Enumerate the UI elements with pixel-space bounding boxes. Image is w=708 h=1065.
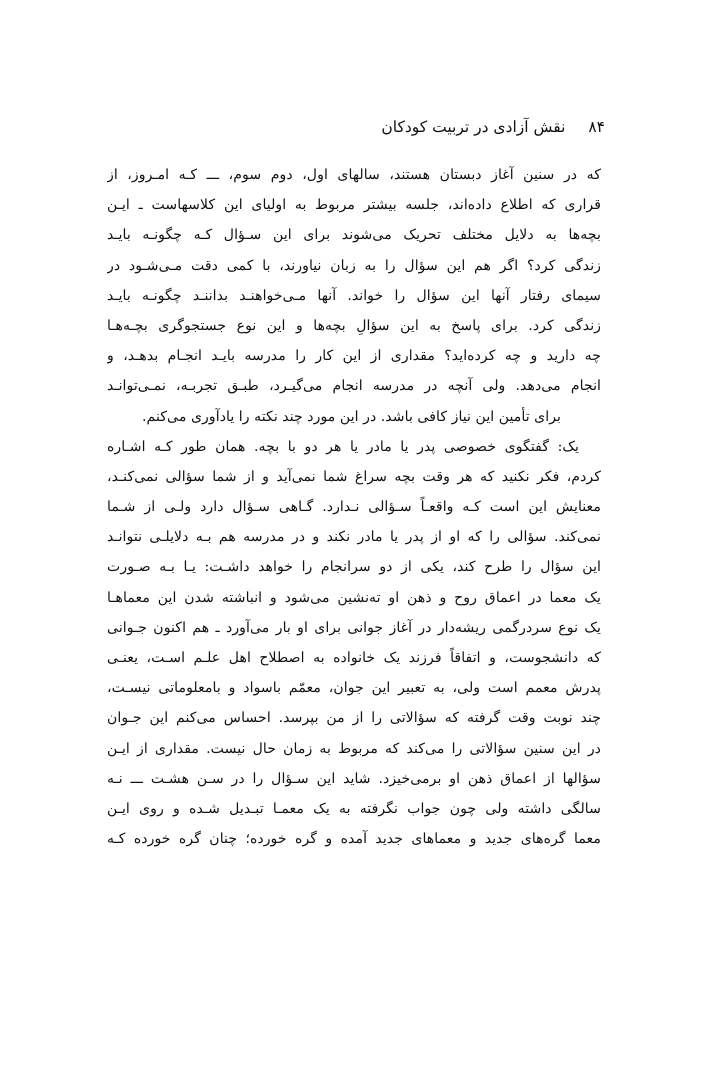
text-line: زندگی کرد؟ اگر هم این سؤال را به زبان نیاورند، با کمی دقت مـی‌شـود در (107, 257, 601, 274)
text-line: یک: گفتگوی خصوصی پدر یا مادر یا هر دو با بچه. همان طور کـه اشـاره (107, 438, 579, 455)
text-line: یک معما در اعماق روح و ذهن او ته‌نشین می‌شود و انباشته شدن این معماهـا (107, 589, 601, 606)
text-line: چه دارید و چه کرده‌اید؟ مقداری از این کار را مدرسه بایـد انجـام بدهـد، و (107, 348, 601, 365)
text-line: زندگی کرد. برای پاسخ به این سؤالِ بچه‌ها و این نوع جستجوگری بچـه‌هـا (107, 317, 601, 334)
text-line: انجام می‌دهد. ولی آنچه در مدرسه انجام می‌گیـرد، طبـق تجربـه، نمـی‌توانـد (107, 378, 601, 395)
body-text (107, 160, 601, 854)
text-line: در این سنین سؤالاتی را می‌کند که مربوط به زمان حال نیست. مقداری از ایـن (107, 740, 601, 757)
text-line: برای تأمین این نیاز کافی باشد. در این مورد چند نکته را یادآوری می‌کنم. (142, 408, 561, 425)
text-line: معما گره‌های جدید و معماهای جدید آمده و گره خورده؛ چنان گره خورده کـه (107, 831, 601, 848)
text-line: سیمای رفتار آنها این سؤال را خواند. آنها مـی‌خواهنـد بداننـد چگونـه بایـد (107, 287, 601, 304)
running-header (381, 118, 605, 136)
page-number: ۸۴ (588, 118, 605, 136)
text-line: نمی‌کند. سؤالی را که او از پدر یا مادر نکند و در مدرسه هم بـه دلایلـی نتوانـد (107, 529, 601, 546)
text-line: بچه‌ها به دلایل مختلف تحریک می‌شوند برای این سـؤال کـه چگونـه بایـد (107, 227, 601, 244)
text-line: پدرش معمم است ولی، به تعبیر این جوان، معمّم باسواد و بامعلوماتی نیسـت، (107, 680, 601, 697)
text-line: چند نوبت وقت گرفته که سؤالاتی را از من بپرسد. احساس می‌کنم این جـوان (107, 710, 601, 727)
text-line: این سؤال را طرح کند، یکی از دو سرانجام را خواهد داشـت: یـا بـه صـورت (107, 559, 601, 576)
text-line: یک نوع سردرگمی ریشه‌دار در آغاز جوانی برای او بار می‌آورد ـ هم اکنون جـوانی (107, 619, 601, 636)
text-line: کردم، فکر نکنید که هر وقت بچه سراغ شما نمی‌آید و از شما سؤالی نمی‌کنـد، (107, 468, 601, 485)
text-line: سالگی داشته ولی چون جواب نگرفته به یک معمـا تبـدیل شـده و روی ایـن (107, 800, 601, 817)
running-title: نقش آزادی در تربیت کودکان (381, 118, 566, 136)
text-line: که دانشجوست، و اتفاقاً فرزند یک خانواده به اصطلاح اهل علـم اسـت، یعنـی (107, 650, 601, 666)
text-line: سؤالها از اعماق ذهن او برمی‌خیزد. شاید این سـؤال را در سـن هشـت ـــ نـه (107, 770, 601, 787)
text-line: معنایش این است کـه واقعـاً سـؤالی نـدارد. گـاهی سـؤال دارد ولـی از شـما (107, 499, 601, 516)
text-line: قراری که اطلاع داده‌اند، جلسه بیشتر مربوط به اولیای این کلاسهاست ـ ایـن (107, 197, 601, 214)
text-line: که در سنین آغاز دبستان هستند، سالهای اول، دوم سوم، ـــ کـه امـروز، از (107, 167, 601, 183)
